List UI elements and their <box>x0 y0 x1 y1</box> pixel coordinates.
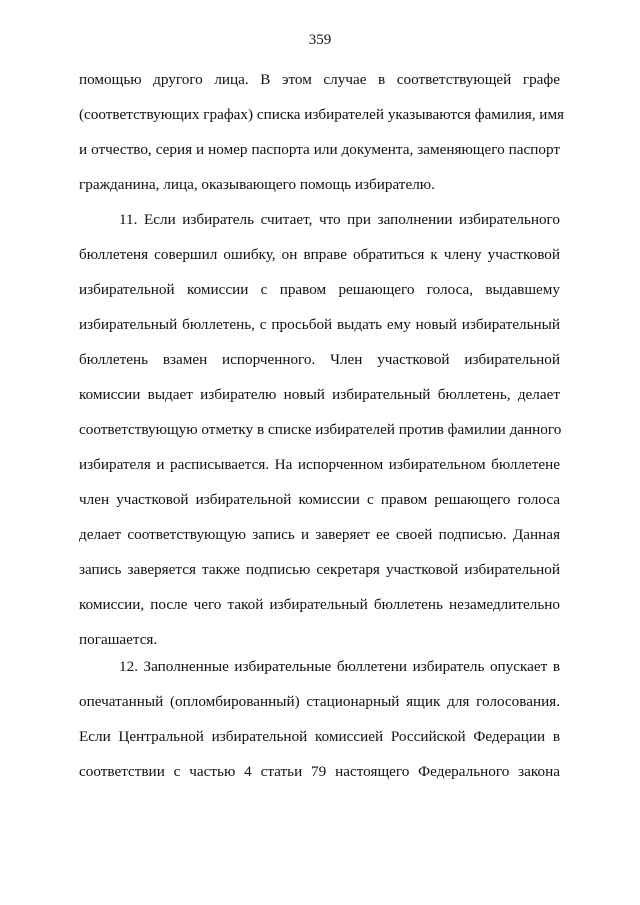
text-line: член участковой избирательной комиссии с правом решающего голоса <box>79 491 560 508</box>
text-line: опечатанный (опломбированный) стационарный ящик для голосования. <box>79 693 560 710</box>
text-line: комиссии выдает избирателю новый избирательный бюллетень, делает <box>79 386 560 403</box>
text-line: 11. Если избиратель считает, что при заполнении избирательного <box>119 211 560 228</box>
text-line: помощью другого лица. В этом случае в соответствующей графе <box>79 71 560 88</box>
text-line: избирательный бюллетень, с просьбой выдать ему новый избирательный <box>79 316 560 333</box>
text-line: делает соответствующую запись и заверяет ее своей подписью. Данная <box>79 526 560 543</box>
paragraph-item-12 <box>79 649 560 789</box>
text-line: гражданина, лица, оказывающего помощь избирателю. <box>79 176 435 193</box>
text-line: (соответствующих графах) списка избирателей указываются фамилия, имя <box>79 106 565 123</box>
paragraph-continuation <box>79 62 565 202</box>
text-line: погашается. <box>79 631 158 648</box>
paragraph-item-11 <box>79 202 560 657</box>
text-line: бюллетеня совершил ошибку, он вправе обратиться к члену участковой <box>79 246 560 263</box>
text-line: запись заверяется также подписью секретаря участковой избирательной <box>79 561 560 578</box>
text-line: Если Центральной избирательной комиссией Российской Федерации в <box>79 728 560 745</box>
text-line: комиссии, после чего такой избирательный бюллетень незамедлительно <box>79 596 560 613</box>
text-line: избирательной комиссии с правом решающего голоса, выдавшему <box>79 281 560 298</box>
text-line: избирателя и расписывается. На испорченном избирательном бюллетене <box>79 456 560 473</box>
page-number: 359 <box>308 32 332 48</box>
text-line: соответствии с частью 4 статьи 79 настоящего Федерального закона <box>79 763 560 780</box>
text-line: бюллетень взамен испорченного. Член участковой избирательной <box>79 351 560 368</box>
text-line: 12. Заполненные избирательные бюллетени избиратель опускает в <box>119 658 560 675</box>
text-line: соответствующую отметку в списке избирателей против фамилии данного <box>79 421 562 438</box>
text-line: и отчество, серия и номер паспорта или документа, заменяющего паспорт <box>79 141 560 158</box>
